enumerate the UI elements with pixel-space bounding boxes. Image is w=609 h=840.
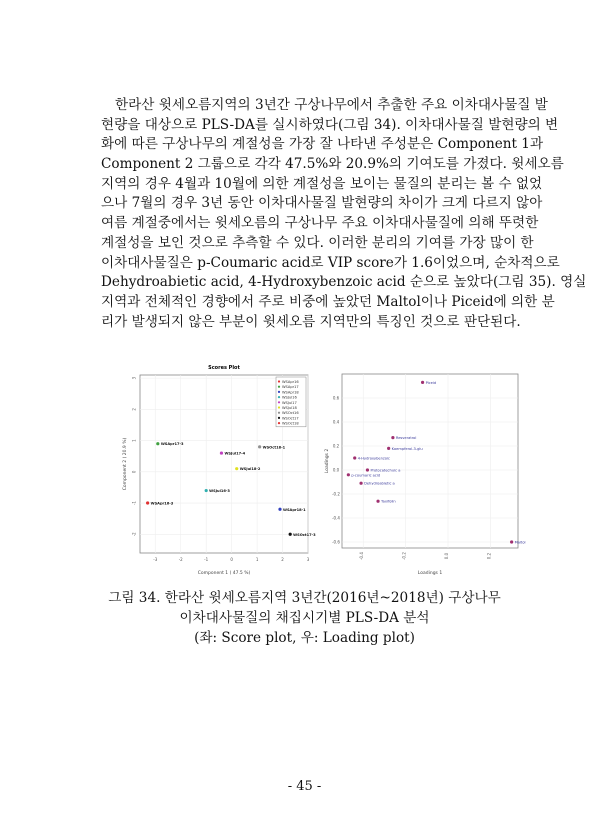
data-point: [391, 436, 394, 439]
text-line: 지역과 전체적인 경향에서 주로 비중에 높았던 Maltol이나 Piceid에 의한 분: [101, 293, 555, 310]
legend-label: WSApr17: [282, 385, 299, 390]
legend-marker: [278, 396, 280, 398]
chart-svg: [112, 360, 316, 578]
x-tick-label: 0.2: [486, 552, 492, 560]
x-tick-label: 1: [255, 557, 259, 562]
text-line: 화에 따른 구상나무의 계절성을 가장 잘 나타낸 주성분은 Component 1과: [101, 136, 544, 153]
text-line: 이차대사물질은 p-Coumaric acid로 VIP score가 1.6이었으며, 순차적으로: [101, 254, 560, 271]
text-line: 으나 7월의 경우 3년 동안 이차대사물질 발현량의 차이가 크게 다르지 않아: [101, 195, 543, 212]
legend-marker: [278, 406, 280, 408]
point-label: WSJul18-2: [239, 467, 261, 472]
x-tick-label: 0: [230, 557, 233, 562]
legend-label: WSJul16: [282, 395, 297, 400]
point-label: Kaempferol-3-glu: [391, 446, 423, 451]
data-point: [376, 500, 379, 503]
y-tick-label: 1: [131, 439, 137, 442]
legend-label: WSOct16: [282, 411, 299, 416]
caption-line-2: 이차대사물질의 채집시기별 PLS-DA 분석: [179, 609, 430, 626]
x-tick-label: -1: [204, 557, 209, 562]
text-line: 지역의 경우 4월과 10월에 의한 계절성을 보이는 물질의 분리는 볼 수 없었: [101, 175, 543, 192]
y-tick-label: 3: [131, 376, 137, 380]
legend-marker: [278, 417, 280, 419]
data-point: [235, 467, 238, 470]
x-tick-label: -2: [178, 557, 183, 562]
chart-title: Scores Plot: [208, 365, 240, 371]
legend-label: WSApr18: [282, 390, 299, 395]
x-axis-label: Component 1 ( 47.5 %): [197, 571, 251, 576]
text-line: 리가 발생되지 않은 부분이 윗세오름 지역만의 특징인 것으로 판단된다.: [101, 313, 521, 330]
y-tick-label: 0: [131, 470, 137, 474]
y-tick-label: 0.0: [332, 467, 340, 473]
point-label: 4-Hydroxybenzoic: [357, 456, 390, 461]
y-tick-label: -0.4: [332, 515, 340, 521]
point-label: WSOct18-1: [262, 445, 286, 450]
legend-marker: [278, 386, 280, 388]
y-axis-label: Component 2 ( 20.9 %): [123, 437, 128, 491]
plot-frame: [342, 374, 518, 548]
text-line: 계절성을 보인 것으로 추측할 수 있다. 이러한 분리의 기여를 가장 많이 한: [101, 234, 534, 251]
point-label: WSApr17-3: [160, 442, 184, 447]
y-axis-label: Loadings 2: [325, 448, 330, 474]
x-tick-label: -0.2: [401, 552, 407, 560]
text-line: 한라산 윗세오름지역의 3년간 구상나무에서 추출한 주요 이차대사물질 발: [115, 97, 548, 113]
text-line: 현량을 대상으로 PLS-DA를 실시하였다(그림 34). 이차대사물질 발현량의 변: [101, 116, 559, 133]
page-number: - 45 -: [287, 779, 322, 794]
point-label: Dehydroabietic a: [364, 481, 395, 486]
data-point: [258, 445, 261, 448]
chart-svg: [312, 360, 526, 578]
data-point: [289, 533, 292, 536]
legend-label: WSJul18: [282, 406, 297, 410]
legend-marker: [278, 391, 280, 393]
point-label: WSApr18-1: [283, 507, 306, 512]
point-label: Maltol: [514, 540, 526, 545]
data-point: [220, 451, 223, 454]
y-tick-label: -0.6: [332, 539, 340, 545]
x-tick-label: -0.4: [359, 552, 365, 560]
text-line: Component 2 그룹으로 각각 47.5%와 20.9%의 기여도를 가졌다. 윗세오름: [101, 156, 564, 173]
y-tick-label: 0.2: [332, 443, 340, 449]
data-point: [353, 456, 356, 459]
legend-label: WSOct17: [282, 416, 299, 421]
legend-label: WSApr16: [282, 380, 299, 384]
y-tick-label: -0.2: [332, 491, 340, 497]
y-tick-label: -2: [131, 532, 137, 537]
data-point: [359, 482, 362, 485]
data-point: [156, 442, 159, 445]
body-paragraph: [101, 96, 587, 332]
point-label: Protocatechuic a: [370, 468, 401, 473]
x-tick-label: 3: [306, 557, 310, 562]
legend-marker: [278, 401, 280, 403]
data-point: [387, 447, 390, 450]
data-point: [421, 381, 424, 384]
caption-line-1: 그림 34. 한라산 윗세오름지역 3년간(2016년~2018년) 구상나무: [108, 590, 501, 606]
data-point: [278, 508, 281, 511]
point-label: Piceid: [425, 380, 437, 385]
legend-label: WSJul17: [282, 400, 297, 405]
x-axis-label: Loadings 1: [417, 571, 443, 576]
y-tick-label: 2: [131, 408, 137, 411]
text-line: Dehydroabietic acid, 4-Hydroxybenzoic acid 순으로 높았다(그림 35). 영실: [101, 274, 587, 291]
y-tick-label: 0.4: [332, 419, 340, 425]
point-label: WSApr16-3: [150, 501, 174, 506]
legend-marker: [278, 412, 280, 414]
legend-marker: [278, 422, 280, 424]
data-point: [510, 540, 513, 543]
figure-caption: [0, 589, 609, 648]
x-tick-label: -3: [153, 557, 158, 562]
point-label: WSJul16-3: [209, 489, 230, 494]
y-tick-label: -1: [131, 501, 137, 506]
x-tick-label: 0.0: [444, 552, 450, 560]
y-tick-label: 0.6: [332, 395, 340, 401]
point-label: WSJul17-4: [224, 451, 246, 456]
data-point: [347, 473, 350, 476]
point-label: p-coumaric acid: [351, 473, 381, 478]
caption-line-3: (좌: Score plot, 우: Loading plot): [194, 629, 415, 646]
data-point: [366, 468, 369, 471]
data-point: [146, 501, 149, 504]
data-point: [205, 489, 208, 492]
point-label: Resveratrol: [395, 436, 417, 441]
legend-marker: [278, 380, 280, 382]
point-label: Taxifolin: [381, 499, 396, 504]
text-line: 여름 계절중에서는 윗세오름의 구상나무 주요 이차대사물질에 의해 뚜렷한: [101, 215, 539, 232]
scores-plot: [112, 360, 316, 582]
legend-label: WSOct18: [282, 421, 299, 426]
x-tick-label: 2: [281, 557, 284, 562]
point-label: WSOct17-3: [293, 532, 316, 537]
loading-plot: [312, 360, 526, 582]
